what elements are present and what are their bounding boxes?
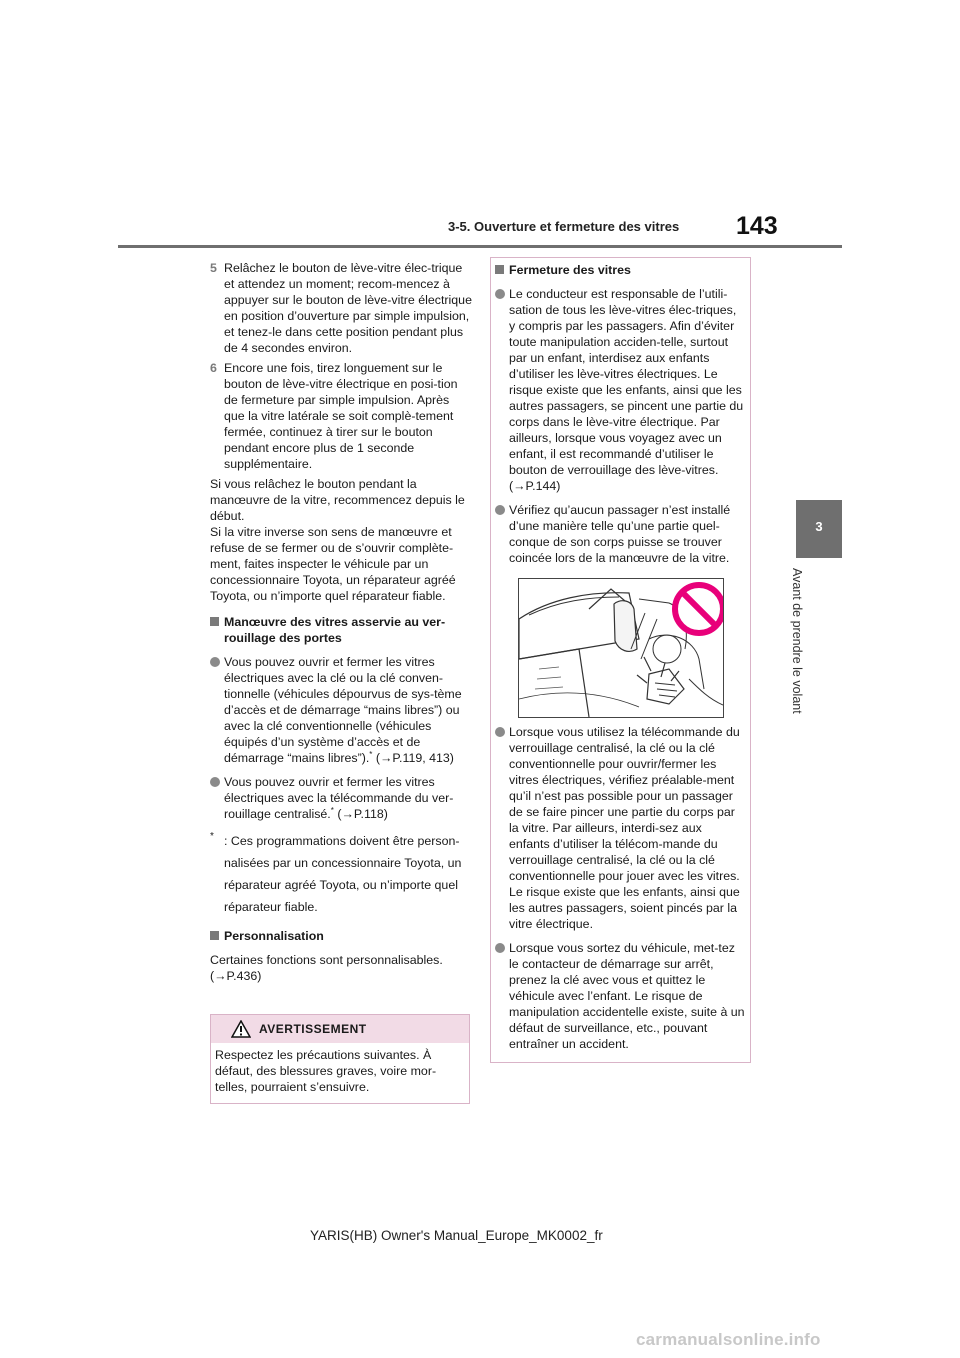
chapter-number: 3	[815, 519, 823, 534]
chapter-label	[790, 568, 804, 738]
square-bullet-icon	[210, 931, 219, 940]
warning-header	[211, 1015, 469, 1043]
section-title: 3-5. Ouverture et fermeture des vitres	[448, 219, 680, 234]
subheading-text: Fermeture des vitres	[509, 263, 631, 277]
step-6	[210, 360, 472, 472]
bullet-item	[210, 654, 472, 766]
subheading	[210, 614, 472, 646]
bullet-item	[495, 940, 745, 1052]
watermark: carmanualsonline.info	[636, 1330, 821, 1349]
bullet-item	[210, 774, 472, 822]
step-5	[210, 260, 472, 356]
bullet-text: Lorsque vous utilisez la télécommande du verrouillage centralisé, la clé ou la clé conventionnelle pour ouvrir/fermer les vitres électriques, vérifiez préalable-ment qu’il n’est pas possible pour un passager de se faire pincer une partie du corps par la vitre. Par ailleurs, interdi-sez aux enfants d’utiliser la télécom-mande du verrouillage centralisé, la clé ou la clé conventionnelle pour jouer avec les vitres. Le risque existe que les enfants, ainsi que les autres passagers, soient pincés par la vitre électrique.	[509, 725, 740, 931]
paragraph: Si vous relâchez le bouton pendant la manœuvre de la vitre, recommencez depuis le début.	[210, 477, 465, 523]
bullet-item	[495, 724, 745, 932]
step-text: Relâchez le bouton de lève-vitre élec-trique et attendez un moment; recom-mencez à appuyer sur le bouton de lève-vitre électrique en position d’ouverture par simple impulsion, et tenez-le dans cette position pendant plus de 4 secondes environ.	[224, 261, 472, 355]
bullet-item	[495, 286, 745, 494]
footnote	[210, 830, 472, 918]
paragraph: Certaines fonctions sont personnalisables. (→P.436)	[210, 953, 443, 983]
bullet-text: Lorsque vous sortez du véhicule, met-tez le contacteur de démarrage sur arrêt, prenez la clé avec vous et quittez le véhicule avec l’enfant. Le risque de manipulation accidentelle existe, suite à un défaut de surveillance, etc., pouvant entraîner un accident.	[509, 941, 745, 1051]
page-number: 143	[736, 212, 778, 240]
circle-bullet-icon	[495, 505, 505, 515]
warning-body: Respectez les précautions suivantes. À défaut, des blessures graves, voire mor-telles, pourraient s’ensuivre.	[215, 1048, 437, 1094]
bullet-text: Vérifiez qu’aucun passager n’est installé d’une manière telle qu’une partie quel-conque de son corps puisse se trouver coincée lors de la manœuvre de la vitre.	[509, 503, 731, 565]
subheading	[495, 262, 745, 278]
footer-text: YARIS(HB) Owner's Manual_Europe_MK0002_fr	[310, 1228, 603, 1243]
subheading-text: Manœuvre des vitres asservie au ver-rouillage des portes	[224, 615, 446, 645]
header-rule	[118, 245, 842, 248]
warning-title: AVERTISSEMENT	[259, 1022, 367, 1036]
step-number: 6	[210, 361, 217, 375]
footnote-text: : Ces programmations doivent être person-nalisées par un concessionnaire Toyota, un réparateur agréé Toyota, ou n’importe quel réparateur fiable.	[224, 834, 462, 914]
square-bullet-icon	[495, 265, 504, 274]
footnote-mark: *	[330, 805, 334, 815]
step-number: 5	[210, 261, 217, 275]
bullet-item	[495, 502, 745, 566]
footnote-mark: *	[210, 831, 214, 842]
circle-bullet-icon	[495, 727, 505, 737]
bullet-text: Le conducteur est responsable de l’utili-sation de tous les lève-vitres élec-triques, y compris par les passagers. Afin d’éviter toute manipulation acciden-telle, surtout par un enfant, interdisez aux enfants d’utiliser les lève-vitres électriques. Le risque existe que les enfants, ainsi que les autres passagers, se pincent une partie du corps dans le lève-vitre électrique. Par ailleurs, lorsque vous voyagez avec un enfant, il est recommandé d’utiliser le bouton de verrouillage des lève-vitres. (→P.144)	[509, 287, 744, 493]
window-pinch-illustration	[518, 578, 724, 718]
car-interior-drawing	[519, 579, 723, 717]
warning-box	[210, 1014, 470, 1104]
page-reference-link[interactable]: (→P.118)	[337, 807, 388, 821]
circle-bullet-icon	[495, 943, 505, 953]
caution-box	[490, 257, 751, 1063]
paragraph: Si la vitre inverse son sens de manœuvre et refuse de se fermer ou de s’ouvrir complète-ment, faites inspecter le véhicule par un concessionnaire Toyota, un réparateur agréé Toyota, ou n’importe quel réparateur fiable.	[210, 525, 456, 603]
circle-bullet-icon	[495, 289, 505, 299]
square-bullet-icon	[210, 617, 219, 626]
bullet-text: Vous pouvez ouvrir et fermer les vitres électriques avec la clé ou la clé conven-tionnelle (véhicules dépourvus de sys-tème d’accès et de démarrage “mains libres”) ou avec la clé conventionnelle (véhicules équipés d’un système d’accès et de démarrage “mains libres”).	[224, 655, 462, 765]
circle-bullet-icon	[210, 657, 220, 667]
step-text: Encore une fois, tirez longuement sur le bouton de lève-vitre électrique en posi-tion de fermeture par simple impulsion. Après que la vitre latérale se soit complè-tement fermée, continuez à tirer sur le bouton pendant encore plus de 1 seconde supplémentaire.	[224, 361, 458, 471]
footnote-mark: *	[369, 749, 373, 759]
bullet-text: Vous pouvez ouvrir et fermer les vitres électriques avec la télécommande du ver-rouillage centralisé.	[224, 775, 454, 821]
subheading	[210, 928, 472, 944]
circle-bullet-icon	[210, 777, 220, 787]
warning-icon	[231, 1020, 251, 1038]
left-column	[210, 260, 472, 984]
subheading-text: Personnalisation	[224, 929, 324, 943]
chapter-label-text: Avant de prendre le volant	[790, 568, 804, 714]
page-reference-link[interactable]: (→P.119, 413)	[375, 751, 454, 765]
